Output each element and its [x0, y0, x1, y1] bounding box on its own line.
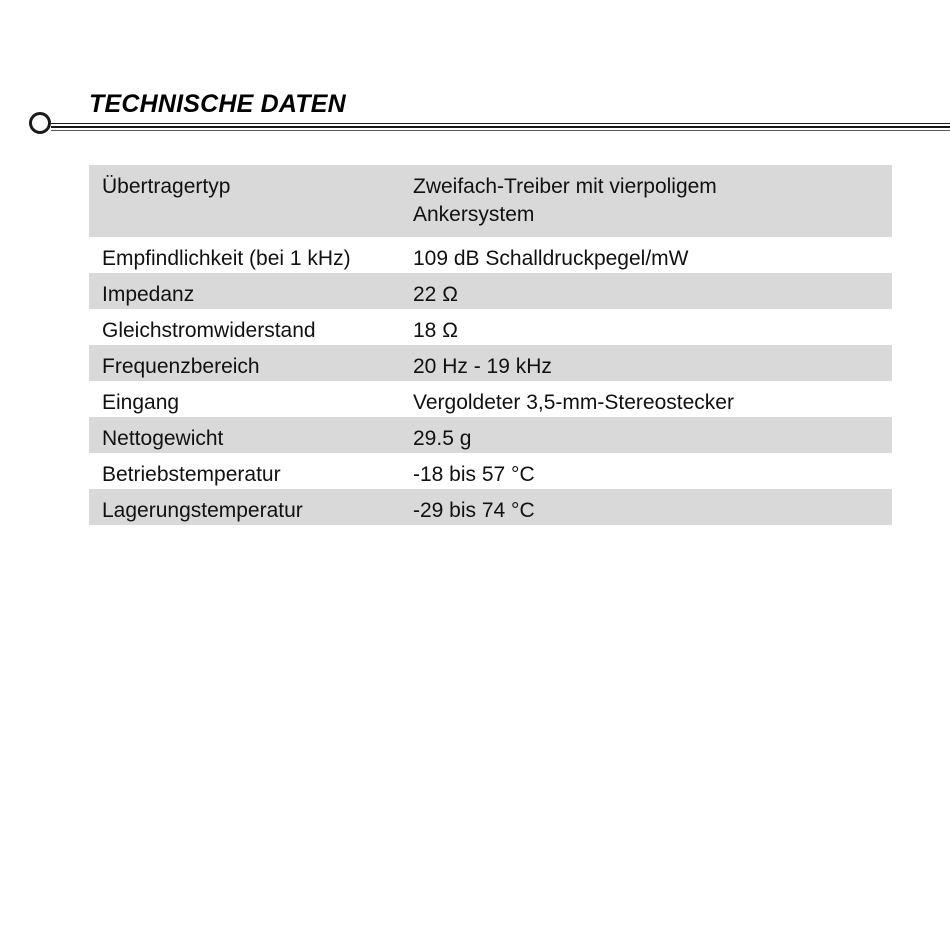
- table-row: [89, 453, 892, 489]
- spec-value: 29.5 g: [400, 417, 892, 453]
- table-row: [89, 489, 892, 525]
- table-row: [89, 345, 892, 381]
- section-title: TECHNISCHE DATEN: [89, 90, 346, 118]
- table-row: [89, 165, 892, 237]
- section-rule-circle-icon: [29, 112, 51, 134]
- table-row: [89, 237, 892, 273]
- spec-value: 109 dB Schalldruckpegel/mW: [413, 247, 689, 270]
- spec-label: Frequenzbereich: [89, 345, 400, 381]
- table-row: [89, 381, 892, 417]
- spec-value: Vergoldeter 3,5-mm-Stereostecker: [413, 391, 734, 414]
- spec-label: Übertragertyp: [89, 165, 400, 237]
- table-row: [89, 273, 892, 309]
- spec-value: -29 bis 74 °C: [400, 489, 892, 525]
- spec-label: Gleichstromwiderstand: [102, 319, 316, 342]
- spec-label: Betriebstemperatur: [102, 463, 281, 486]
- spec-table: [89, 165, 892, 525]
- spec-label: Empfindlichkeit (bei 1 kHz): [102, 247, 351, 270]
- spec-value: 18 Ω: [413, 319, 458, 342]
- spec-value: -18 bis 57 °C: [413, 463, 535, 486]
- spec-label: Impedanz: [89, 273, 400, 309]
- section-rule-line: [51, 130, 950, 131]
- spec-value: 22 Ω: [400, 273, 892, 309]
- spec-value: 20 Hz - 19 kHz: [400, 345, 892, 381]
- table-row: [89, 417, 892, 453]
- spec-label: Lagerungstemperatur: [89, 489, 400, 525]
- section-rule-line: [51, 123, 950, 124]
- table-row: [89, 309, 892, 345]
- spec-label: Eingang: [102, 391, 180, 414]
- spec-value: Zweifach-Treiber mit vierpoligem Ankersystem: [400, 165, 892, 237]
- section-rule-line: [51, 126, 950, 128]
- spec-label: Nettogewicht: [89, 417, 400, 453]
